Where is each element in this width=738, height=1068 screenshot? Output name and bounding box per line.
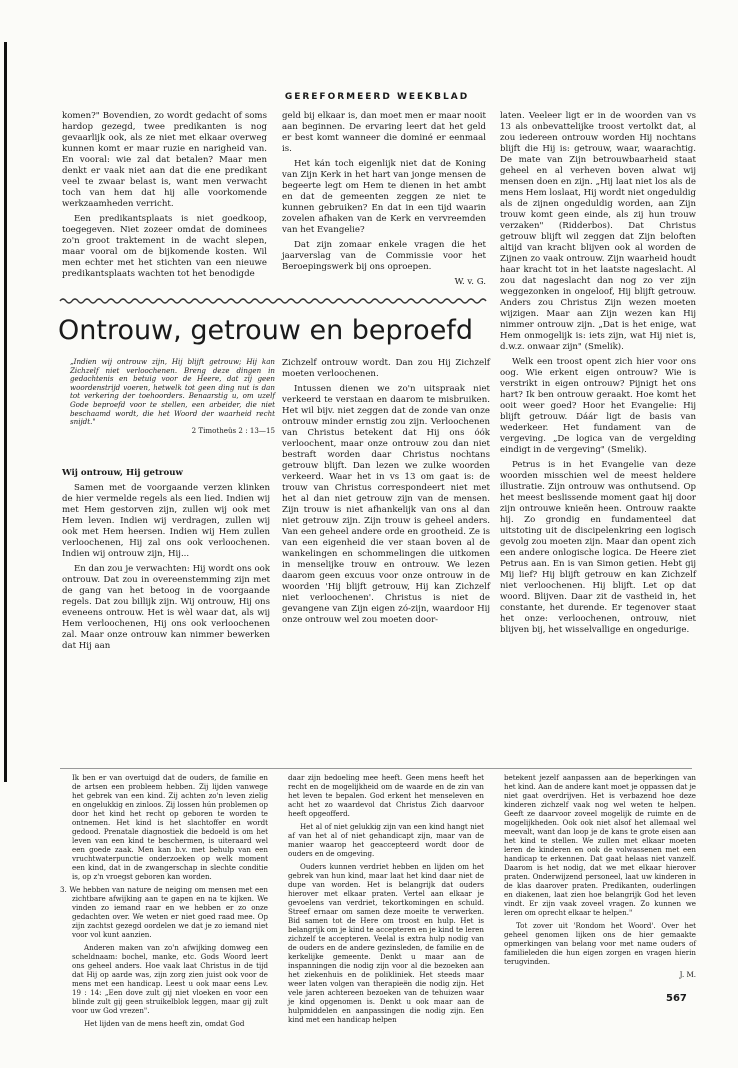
paragraph: Samen met de voorgaande verzen klinken de hier vermelde regels als een lied. Indien wij met Hem gestorven zijn, zullen wij ook met Hem leven. Indien wij verdragen, zullen wij ook met Hem heersen. Indien wij Hem zullen verloochenen, Hij zal ons ook verloochenen. Indien wij ontrouw zijn, Hij... [62, 483, 270, 559]
paragraph: Zichzelf ontrouw wordt. Dan zou Hij Zichzelf moeten verloochenen. [282, 358, 490, 379]
paragraph: Dat zijn zomaar enkele vragen die het jaarverslag van de Commissie voor het Beroepingswerk bij ons oproepen. [282, 240, 486, 272]
paragraph: laten. Veeleer ligt er in de woorden van vs 13 als onbevattelijke troost vertolkt dat, al zou iedereen ontrouw worden Hij nochtans blijft die Hij is: getrouw, waar, waarachtig. De mate van Zijn betrouwbaarheid staat geheel en al verheven boven alwat wij mensen doen en zijn. „Hij laat niet los als de mens Hem loslaat, Hij wordt niet ongeduldig als de zijnen ongeduldig worden, aan Zijn trouw komt geen einde, als zij hun trouw verzaken" (Ridderbos). Dat Christus getrouw blijft wil zeggen dat Zijn beloften altijd van kracht blijven ook al worden de Zijnen zo vaak ontrouw. Zijn waarheid houdt haar kracht tot in het laatste nageslacht. Al zou dat nageslacht dan nog zo ver zijn weggezonken in ongeloof, Hij blijft getrouw. Anders zou Christus Zijn wezen moeten wijzigen. Maar aan Zijn wezen kan Hij nimmer ontrouw zijn. „Dat is het enige, wat Hem onmogelijk is: iets zijn, wat Hij niet is, d.w.z. onwaar zijn" (Smelik). [500, 111, 696, 352]
bible-quote [70, 358, 275, 435]
article-column-2 [282, 358, 490, 762]
lower-column-3 [504, 773, 696, 983]
wavy-divider [60, 297, 488, 305]
paragraph: Ik ben er van overtuigd dat de ouders, de familie en de artsen een probleem hebben. Zij lijden vanwege het gebrek van een kind. Zij achten zo'n leven zielig en ongelukkig en zinloos. Zij lossen hún problemen op door het kind het recht op geboren te worden te ontnemen. Het kind is het slachtoffer en wordt gedood. Prenatale diagnostiek die bedoeld is om het leven van een kind te beschermen, is uiteraard wel een goede zaak. Men kan b.v. met behulp van een vruchtwaterpunctie onderzoeken op welk moment een kind, dat in de zwangerschap in slechte conditie is, op z'n vroegst geboren kan worden. [72, 773, 268, 881]
quote-text: „Indien wij ontrouw zijn, Hij blijft getrouw; Hij kan Zichzelf niet verloochenen. Breng deze dingen in gedachtenis en betuig voor de Heere, dat zij geen woordenstrijd voeren, hetwelk tot geen ding nut is dan tot verkering der toehoorders. Benaarstig u, om uzelf Gode beproefd voor te stellen, een arbeider, die niet beschaamd wordt, die het Woord der waarheid recht snijdt." [70, 357, 275, 427]
article-column-3 [500, 111, 696, 763]
paragraph: geld bij elkaar is, dan moet men er maar nooit aan beginnen. De ervaring leert dat het geld er best komt wanneer die dominé er eenmaal is. [282, 111, 486, 154]
paragraph: betekent jezelf aanpassen aan de beperkingen van het kind. Aan de andere kant moet je oppassen dat je niet gaat overdrijven. Het is verbazend hoe deze kinderen zichzelf vaak nog wel weten te helpen. Geeft ze daarvoor zoveel mogelijk de ruimte en de mogelijkheden. Ook ook niet alsof het allemaal wel meevalt, want dan loop je de kans te grote eisen aan het kind te stellen. We zullen met elkaar moeten leren de kinderen en ook de volwassenen met een handicap te erkennen. Dat gaat helaas niet vanzelf. Daarom is het nodig, dat we met elkaar hierover praten. Onderwijzend personeel, laat uw kinderen in de klas daarover praten. Predikanten, ouderlingen en diakenen, laat zien hoe belangrijk God het leven vindt. Er zijn vaak zoveel vragen. Zo kunnen we leren om oprecht elkaar te helpen." [504, 773, 696, 917]
quote-reference: 2 Timotheüs 2 : 13—15 [191, 425, 275, 435]
paragraph: Ouders kunnen verdriet hebben en lijden om het gebrek van hun kind, maar laat het kind daar niet de dupe van worden. Het is belangrijk dat ouders hierover met elkaar praten. Vertel aan elkaar je gevoelens van verdriet, tekortkomingen en schuld. Streef ernaar om samen deze moeite te verwerken. Bid samen tot de Here om troost en hulp. Het is belangrijk om je kind te accepteren en je kind te leren zichzelf te accepteren. Veelal is extra hulp nodig van de ouders en de andere gezinsleden, de familie en de kerkelijke gemeente. Denkt u maar aan de inspanningen die nodig zijn voor al die bezoeken aan het ziekenhuis en de polikliniek. Het steeds maar weer laten volgen van therapieën die nodig zijn. Het vele jaren achtereen bezoeken van de tehuizen waar je kind opgenomen is. Denkt u ook maar aan de hulpmiddelen en aanpassingen die nodig zijn. Een kind met een handicap helpen [288, 862, 484, 1024]
lower-column-2 [288, 773, 484, 1024]
paragraph: Een predikantsplaats is niet goedkoop, toegegeven. Niet zozeer omdat de dominees zo'n groot traktement in de wacht slepen, maar vooral om de bijkomende kosten. Wil men echter met het stichten van een nieuwe predikantsplaats wachten tot het benodigde [62, 214, 267, 279]
paragraph: Tot zover uit 'Rondom het Woord'. Over het geheel genomen lijken ons de hier gemaakte opmerkingen van belang voor met name ouders of familieleden die hun eigen zorgen en vragen hierin terugvinden. [504, 921, 696, 966]
signature: W. v. G. [454, 277, 486, 287]
article-column-1 [62, 462, 270, 762]
paragraph: Intussen dienen we zo'n uitspraak niet verkeerd te verstaan en daarom te misbruiken. Het wil bijv. niet zeggen dat de zonde van onze ontrouw minder ernstig zou zijn. Verloochenen van Christus betekent dat Hij ons óók verloochent, maar onze ontrouw zou dan niet bestraft worden daar Christus nochtans getrouw blijft. Dan lezen we zulke woorden verkeerd. Waar het in vs 13 om gaat is: de trouw van Christus correspondeert niet met het al dan niet getrouw zijn van de mensen. Zijn trouw is niet afhankelijk van ons al dan niet getrouw zijn. Zijn trouw is geheel anders. Van een geheel andere orde en grootheid. Ze is van een eigenheid die ver staan boven al de wankelingen en schommelingen die uitkomen in menselijke trouw en ontrouw. We lezen daarom geen excuus voor onze ontrouw in de woorden 'Hij blijft getrouw, Hij kan Zichzelf niet verloochenen'. Christus is niet de gevangene van Zijn eigen zó-zijn, waardoor Hij onze ontrouw wel zou moeten door- [282, 384, 490, 625]
paragraph: Petrus is in het Evangelie van deze woorden misschien wel de meest heldere illustratie. Zijn ontrouw was onthutsend. Op het meest beslissende moment gaat hij door zijn ontrouwe knieën heen. Ontrouw raakte hij. Zo grondig en fundamenteel dat uitstoting uit de discipelenkring een logisch gevolg zou moeten zijn. Maar dan opent zich een andere onlogische logica. De Heere ziet Petrus aan. En is van Simon getien. Hebt gij Mij lief? Hij blijft getrouw en kan Zichzelf niet verloochenen. Hij blijft. Let op dat woord. Blijven. Daar zit de vastheid in, het constante, het durende. Er tegenover staat het onze: verloochenen, ontrouw, niet blijven bij, het wisselvallige en ongedurige. [500, 460, 696, 635]
signature: J. M. [679, 970, 696, 979]
paragraph: Anderen maken van zo'n afwijking domweg een scheldnaam: bochel, manke, etc. Gods Woord leert ons geheel anders. Hoe vaak laat Christus in de tijd dat Hij op aarde was, zijn zorg zien juist ook voor de mens met een handicap. Leest u ook maar eens Lev. 19 : 14: „Een dove zult gij niet vloeken en voor een blinde zult gij geen struikelblok leggen, maar gij zult voor uw God vrezen". [72, 943, 268, 1015]
page-number: 567 [666, 993, 687, 1004]
lower-column-1 [60, 773, 268, 1028]
paragraph: komen?" Bovendien, zo wordt gedacht of soms hardop gezegd, twee predikanten is nog gevaarlijk ook, als ze niet met elkaar overweg kunnen komt er maar ruzie en narigheid van. En vooral: wie zal dat betalen? Maar men denkt er vaak niet aan dat die ene predikant veel te zwaar belast is, want men verwacht toch van hem dat hij alle voorkomende werkzaamheden verricht. [62, 111, 267, 209]
top-column-1 [62, 111, 267, 291]
section-divider [60, 768, 692, 769]
page-header: GEREFORMEERD WEEKBLAD [284, 92, 470, 102]
subheading: Wij ontrouw, Hij getrouw [62, 468, 183, 478]
paragraph-text: We hebben van nature de neiging om mensen met een zichtbare afwijking aan te gapen en na te kijken. We vinden zo iemand raar en we hebben er zo onze gedachten over. We weten er niet goed raad mee. Op zijn zachtst gezegd oordelen we dat je zo iemand niet voor vol kunt aanzien. [69, 885, 268, 939]
paragraph: Welk een troost opent zich hier voor ons oog. Wie erkent eigen ontrouw? Wie is verstrikt in eigen ontrouw? Pijnigt het ons hart? Ik ben ontrouw geraakt. Hoe komt het ooit weer goed? Hoor het Evangelie: Hij blijft getrouw. Dáár ligt de basis van wederkeer. Het fundament van de vergeving. „De logica van de vergelding eindigt in de vergeving" (Smelik). [500, 357, 696, 455]
list-number: 3. [60, 885, 67, 894]
paragraph: Het lijden van de mens heeft zin, omdat God [84, 1019, 245, 1028]
article-title: Ontrouw, getrouw en beproefd [58, 315, 473, 346]
paragraph: Het kán toch eigenlijk niet dat de Koning van Zijn Kerk in het hart van jonge mensen de begeerte legt om Hem te dienen in het ambt en dat de gemeenten zeggen ze niet te kunnen gebruiken? En dat in een tijd waarin zovelen afhaken van de Kerk en vervreemden van het Evangelie? [282, 159, 486, 235]
paragraph: Het al of niet gelukkig zijn van een kind hangt niet af van het al of niet gehandicapt zijn, maar van de manier waarop het geaccepteerd wordt door de ouders en de omgeving. [288, 822, 484, 858]
paragraph: daar zijn bedoeling mee heeft. Geen mens heeft het recht en de mogelijkheid om de waarde en de zin van het leven te bepalen. God erkent het menseleven en acht het zo waardevol dat Christus Zich daarvoor heeft opgeofferd. [288, 773, 484, 818]
paragraph: En dan zou je verwachten: Hij wordt ons ook ontrouw. Dat zou in overeenstemming zijn met de gang van het betoog in de voorgaande regels. Dat zou billijk zijn. Wij ontrouw, Hij ons eveneens ontrouw. Het is wèl waar dat, als wij Hem verloochenen, Hij ons ook verloochenen zal. Maar onze ontrouw kan nimmer bewerken dat Hij aan [62, 564, 270, 651]
paragraph [60, 885, 268, 939]
left-margin-bar [4, 42, 7, 782]
top-column-2 [282, 111, 486, 293]
